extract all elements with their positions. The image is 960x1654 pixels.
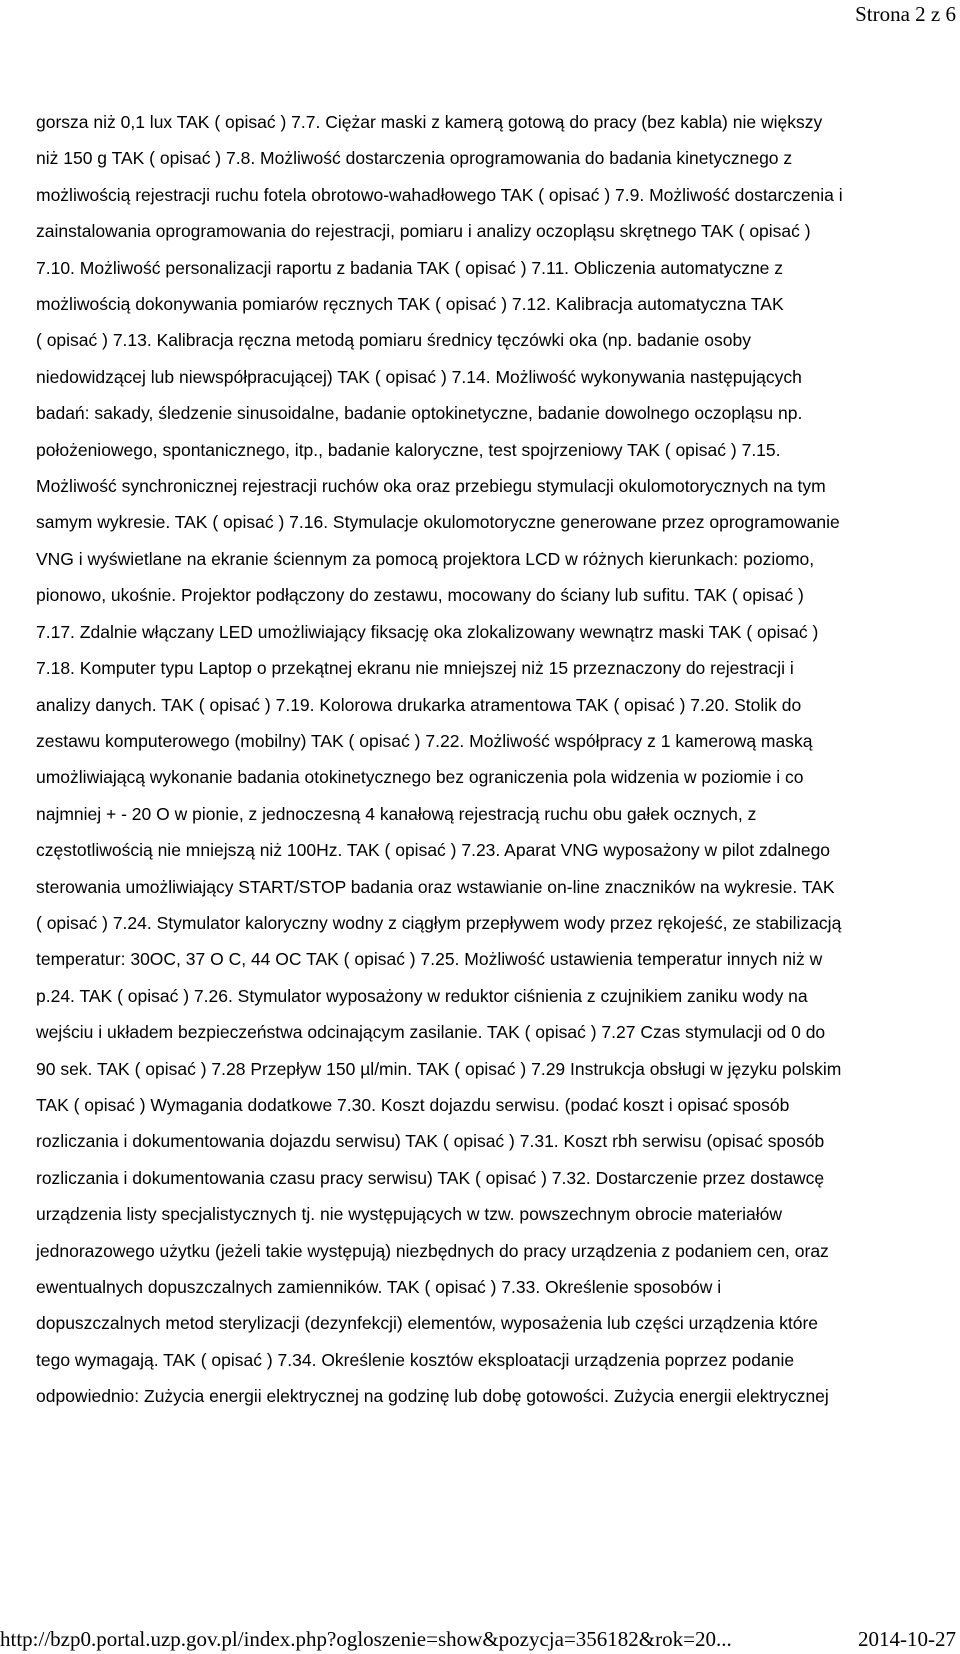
footer-url: http://bzp0.portal.uzp.gov.pl/index.php?ogloszenie=show&pozycja=356182&rok=20... <box>0 1627 732 1651</box>
document-body-text <box>36 104 924 1415</box>
text-line: najmniej + - 20 O w pionie, z jednoczesną 4 kanałową rejestracją ruchu obu gałek ocznych, z <box>36 803 757 824</box>
text-line: temperatur: 30OC, 37 O C, 44 OC TAK ( opisać ) 7.25. Możliwość ustawienia temperatur innych niż w <box>36 949 823 970</box>
text-line: tego wymagają. TAK ( opisać ) 7.34. Określenie kosztów eksploatacji urządzenia poprzez podanie <box>36 1349 795 1370</box>
text-line: p.24. TAK ( opisać ) 7.26. Stymulator wyposażony w reduktor ciśnienia z czujnikiem zaniku wody na <box>36 985 808 1006</box>
text-line: wejściu i układem bezpieczeństwa odcinającym zasilanie. TAK ( opisać ) 7.27 Czas stymulacji od 0 do <box>36 1022 826 1043</box>
text-line: zestawu komputerowego (mobilny) TAK ( opisać ) 7.22. Możliwość współpracy z 1 kamerową maską <box>36 730 813 751</box>
text-line: jednorazowego użytku (jeżeli takie występują) niezbędnych do pracy urządzenia z podaniem cen, oraz <box>36 1240 829 1261</box>
text-line: rozliczania i dokumentowania dojazdu serwisu) TAK ( opisać ) 7.31. Koszt rbh serwisu (opisać sposób <box>36 1131 825 1152</box>
text-line: dopuszczalnych metod sterylizacji (dezynfekcji) elementów, wyposażenia lub części urządzenia które <box>36 1313 819 1334</box>
text-line: zainstalowania oprogramowania do rejestracji, pomiaru i analizy oczopląsu skrętnego TAK ( opisać ) <box>36 221 811 242</box>
text-line: umożliwiającą wykonanie badania otokinetycznego bez ograniczenia pola widzenia w poziomie i co <box>36 767 804 788</box>
text-line: gorsza niż 0,1 lux TAK ( opisać ) 7.7. Ciężar maski z kamerą gotową do pracy (bez kabla) nie większy <box>36 112 823 132</box>
text-line: samym wykresie. TAK ( opisać ) 7.16. Stymulacje okulomotoryczne generowane przez oprogramowanie <box>36 512 840 533</box>
text-line: niż 150 g TAK ( opisać ) 7.8. Możliwość dostarczenia oprogramowania do badania kinetycznego z <box>36 148 793 169</box>
text-line: analizy danych. TAK ( opisać ) 7.19. Kolorowa drukarka atramentowa TAK ( opisać ) 7.20. Stolik do <box>36 694 802 715</box>
footer-date: 2014-10-27 <box>858 1627 956 1651</box>
text-line: sterowania umożliwiający START/STOP badania oraz wstawianie on-line znaczników na wykresie. TAK <box>36 876 835 897</box>
page-footer <box>0 1626 956 1652</box>
text-line: TAK ( opisać ) Wymagania dodatkowe 7.30. Koszt dojazdu serwisu. (podać koszt i opisać sposób <box>36 1094 790 1115</box>
text-line: możliwością dokonywania pomiarów ręcznych TAK ( opisać ) 7.12. Kalibracja automatyczna TAK <box>36 294 784 315</box>
text-line: Możliwość synchronicznej rejestracji ruchów oka oraz przebiegu stymulacji okulomotorycznych na tym <box>36 476 826 497</box>
text-line: położeniowego, spontanicznego, itp., badanie kaloryczne, test spojrzeniowy TAK ( opisać ) 7.15. <box>36 439 781 460</box>
page-number: Strona 2 z 6 <box>855 2 956 26</box>
text-line: VNG i wyświetlane na ekranie ściennym za pomocą projektora LCD w różnych kierunkach: poziomo, <box>36 548 815 569</box>
text-line: ( opisać ) 7.13. Kalibracja ręczna metodą pomiaru średnicy tęczówki oka (np. badanie osoby <box>36 330 751 351</box>
text-line: 7.17. Zdalnie włączany LED umożliwiający fiksację oka zlokalizowany wewnątrz maski TAK ( opisać ) <box>36 621 819 642</box>
text-line: badań: sakady, śledzenie sinusoidalne, badanie optokinetyczne, badanie dowolnego oczopląsu np. <box>36 403 803 424</box>
text-line: pionowo, ukośnie. Projektor podłączony do zestawu, mocowany do ściany lub sufitu. TAK ( opisać ) <box>36 585 804 606</box>
text-line: częstotliwością nie mniejszą niż 100Hz. TAK ( opisać ) 7.23. Aparat VNG wyposażony w pilot zdalnego <box>36 840 831 861</box>
text-line: odpowiednio: Zużycia energii elektrycznej na godzinę lub dobę gotowości. Zużycia energii elektrycznej <box>36 1386 829 1407</box>
text-line: niedowidzącej lub niewspółpracującej) TAK ( opisać ) 7.14. Możliwość wykonywania następujących <box>36 366 802 387</box>
text-line: ewentualnych dopuszczalnych zamienników. TAK ( opisać ) 7.33. Określenie sposobów i <box>36 1277 722 1297</box>
text-line: 90 sek. TAK ( opisać ) 7.28 Przepływ 150 µl/min. TAK ( opisać ) 7.29 Instrukcja obsługi w języku polskim <box>36 1058 842 1079</box>
text-line: urządzenia listy specjalistycznych tj. nie występujących w tzw. powszechnym obrocie materiałów <box>36 1204 782 1225</box>
text-line: ( opisać ) 7.24. Stymulator kaloryczny wodny z ciągłym przepływem wody przez rękojeść, ze stabilizacją <box>36 912 842 933</box>
text-line: możliwością rejestracji ruchu fotela obrotowo-wahadłowego TAK ( opisać ) 7.9. Możliwość dostarczenia i <box>36 184 843 205</box>
text-line: 7.10. Możliwość personalizacji raportu z badania TAK ( opisać ) 7.11. Obliczenia automatyczne z <box>36 257 784 278</box>
text-line: 7.18. Komputer typu Laptop o przekątnej ekranu nie mniejszej niż 15 przeznaczony do rejestracji i <box>36 658 794 679</box>
text-line: rozliczania i dokumentowania czasu pracy serwisu) TAK ( opisać ) 7.32. Dostarczenie przez dostawcę <box>36 1167 825 1188</box>
